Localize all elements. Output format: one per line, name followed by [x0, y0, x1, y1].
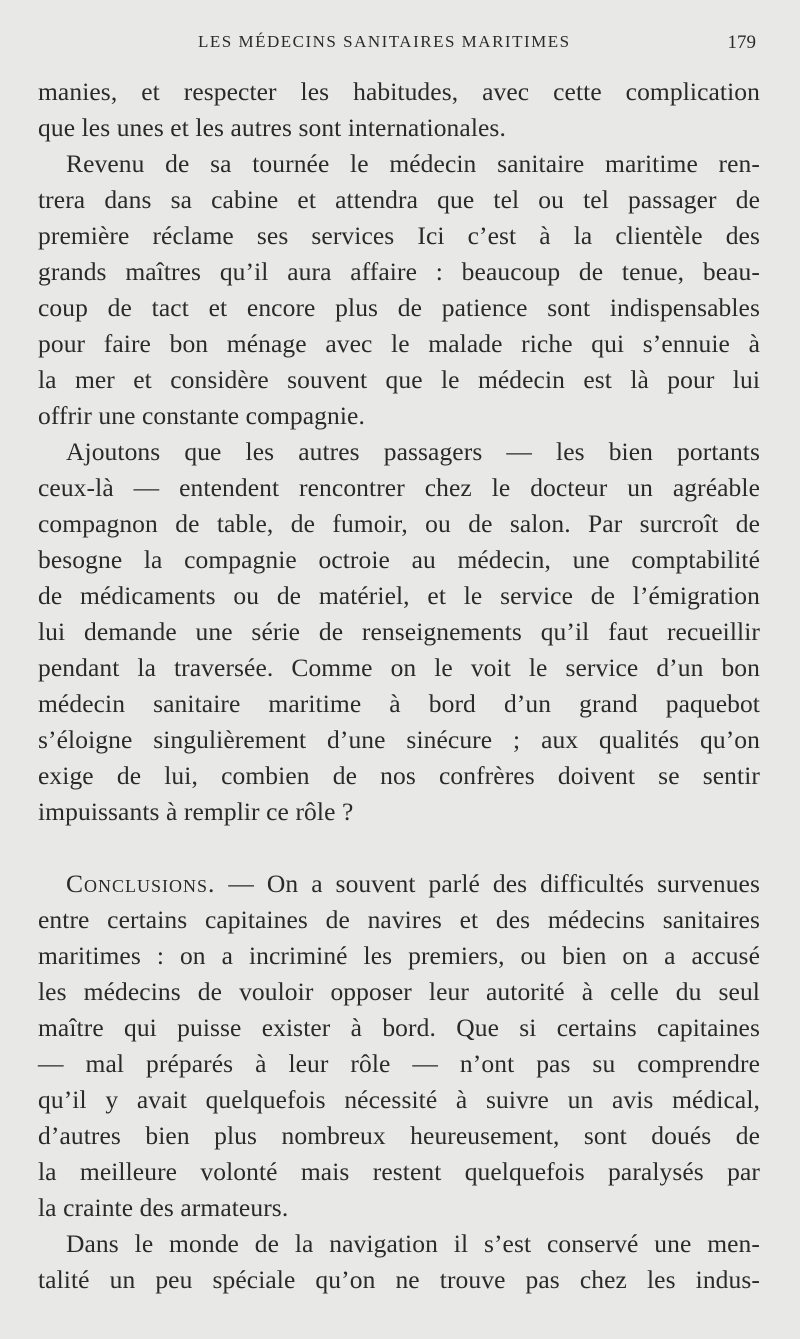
- text-line: pour faire bon ménage avec le malade riche qui s’ennuie à: [38, 329, 760, 358]
- text-line: première réclame ses services Ici c’est à la clientèle des: [38, 221, 760, 250]
- text-line: talité un peu spéciale qu’on ne trouve pas chez les indus-: [38, 1265, 760, 1294]
- text-line: que les unes et les autres sont internationales.: [38, 113, 506, 142]
- page-number: 179: [727, 32, 756, 53]
- text-line: grands maîtres qu’il aura affaire : beaucoup de tenue, beau-: [38, 257, 760, 286]
- text-line: la mer et considère souvent que le médecin est là pour lui: [38, 365, 760, 394]
- text-line: trera dans sa cabine et attendra que tel ou tel passager de: [38, 185, 760, 214]
- page-header: [38, 32, 758, 62]
- text-line: entre certains capitaines de navires et des médecins sanitaires: [38, 905, 760, 934]
- text-line: exige de lui, combien de nos confrères doivent se sentir: [38, 761, 760, 790]
- text-line: offrir une constante compagnie.: [38, 401, 365, 430]
- text-line: de médicaments ou de matériel, et le service de l’émigration: [38, 581, 760, 610]
- text-line: compagnon de table, de fumoir, ou de salon. Par surcroît de: [38, 509, 760, 538]
- text-line: qu’il y avait quelquefois nécessité à suivre un avis médical,: [38, 1085, 760, 1114]
- text-line: Ajoutons que les autres passagers — les bien portants: [66, 437, 760, 466]
- text-line: les médecins de vouloir opposer leur autorité à celle du seul: [38, 977, 760, 1006]
- section-heading-continuation: — On a souvent parlé des difficultés survenues: [215, 869, 760, 898]
- paragraph-gap: [38, 830, 760, 866]
- text-line: la meilleure volonté mais restent quelquefois paralysés par: [38, 1157, 760, 1186]
- text-line: manies, et respecter les habitudes, avec cette complication: [38, 77, 760, 106]
- text-line: pendant la traversée. Comme on le voit le service d’un bon: [38, 653, 760, 682]
- text-line: coup de tact et encore plus de patience sont indispensables: [38, 293, 760, 322]
- text-line: s’éloigne singulièrement d’une sinécure ; aux qualités qu’on: [38, 725, 760, 754]
- text-line: d’autres bien plus nombreux heureusement, sont doués de: [38, 1121, 760, 1150]
- text-line: [38, 866, 760, 902]
- text-line: maritimes : on a incriminé les premiers, ou bien on a accusé: [38, 941, 760, 970]
- text-line: Dans le monde de la navigation il s’est conservé une men-: [66, 1229, 760, 1258]
- body-text: [38, 74, 760, 1298]
- text-line: ceux-là — entendent rencontrer chez le docteur un agréable: [38, 473, 760, 502]
- text-line: lui demande une série de renseignements qu’il faut recueillir: [38, 617, 760, 646]
- running-title: LES MÉDECINS SANITAIRES MARITIMES: [198, 32, 571, 51]
- text-line: médecin sanitaire maritime à bord d’un grand paquebot: [38, 689, 760, 718]
- section-heading: Conclusions.: [66, 869, 216, 898]
- text-line: besogne la compagnie octroie au médecin, une comptabilité: [38, 545, 760, 574]
- text-line: Revenu de sa tournée le médecin sanitaire maritime ren-: [66, 149, 760, 178]
- text-line: impuissants à remplir ce rôle ?: [38, 797, 354, 826]
- text-line: maître qui puisse exister à bord. Que si certains capitaines: [38, 1013, 760, 1042]
- text-line: — mal préparés à leur rôle — n’ont pas su comprendre: [38, 1049, 760, 1078]
- text-line: la crainte des armateurs.: [38, 1193, 289, 1222]
